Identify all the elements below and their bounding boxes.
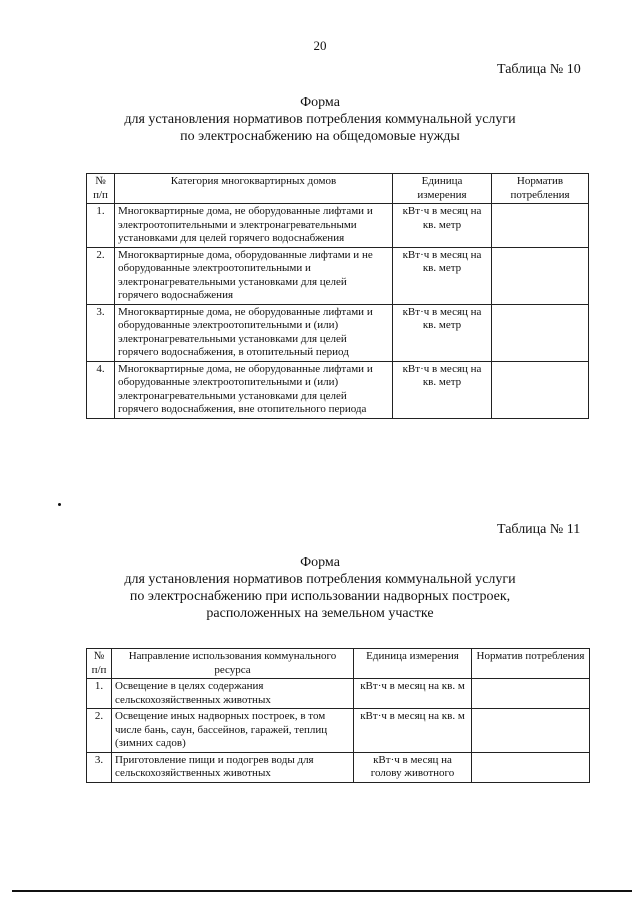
row-num: 4. [87, 361, 115, 418]
table-10-subtitle-line-2: по электроснабжению на общедомовые нужды [180, 129, 460, 144]
table-11-label: Таблица № 11 [497, 522, 581, 537]
row-category: Многоквартирные дома, не оборудованные лифтами и электроотопительными и электронагревательными установками для целей горячего водоснабжения [115, 204, 393, 248]
table-11-subtitle-line-2: по электроснабжению при использовании надворных построек, [129, 589, 511, 604]
row-unit: кВт·ч в месяц на кв. м [354, 709, 472, 753]
bottom-rule [12, 890, 632, 892]
table-10-label: Таблица № 10 [497, 62, 581, 77]
row-num: 3. [87, 752, 112, 782]
table-row [87, 679, 590, 709]
table-11-header-row [87, 649, 590, 679]
row-norm [472, 679, 590, 709]
table-10-form-title: Форма [300, 95, 340, 110]
row-unit: кВт·ч в месяц на кв. метр [393, 304, 492, 361]
table-row [87, 247, 589, 304]
row-category: Многоквартирные дома, не оборудованные лифтами и оборудованные электроотопительными и (или) электронагревательными установками для целей горячего водоснабжения, вне отопительного периода [115, 361, 393, 418]
table-11-subtitle-line-3: расположенных на земельном участке [206, 606, 434, 621]
header-direction: Направление использования коммунального ресурса [112, 649, 354, 679]
table-11-subtitle-line-1: для установления нормативов потребления коммунальной услуги [124, 572, 516, 587]
row-direction: Приготовление пищи и подогрев воды для сельскохозяйственных животных [112, 752, 354, 782]
row-norm [492, 304, 589, 361]
header-num: № п/п [87, 174, 115, 204]
table-row [87, 204, 589, 248]
table-10 [86, 173, 589, 419]
header-norm: Норматив потребления [492, 174, 589, 204]
row-num: 1. [87, 204, 115, 248]
table-row [87, 304, 589, 361]
row-norm [492, 361, 589, 418]
row-norm [472, 752, 590, 782]
table-row [87, 361, 589, 418]
header-norm: Норматив потребления [472, 649, 590, 679]
row-direction: Освещение иных надворных построек, в том числе бань, саун, бассейнов, гаражей, теплиц (зимних садов) [112, 709, 354, 753]
row-num: 3. [87, 304, 115, 361]
table-row [87, 752, 590, 782]
row-num: 1. [87, 679, 112, 709]
row-category: Многоквартирные дома, оборудованные лифтами и не оборудованные электроотопительными и электронагревательными установками для целей горячего водоснабжения [115, 247, 393, 304]
table-10-header-row [87, 174, 589, 204]
row-direction: Освещение в целях содержания сельскохозяйственных животных [112, 679, 354, 709]
stray-mark [58, 503, 61, 506]
page-number: 20 [313, 38, 327, 53]
row-unit: кВт·ч в месяц на голову животного [354, 752, 472, 782]
row-unit: кВт·ч в месяц на кв. метр [393, 247, 492, 304]
row-norm [472, 709, 590, 753]
row-num: 2. [87, 709, 112, 753]
header-category: Категория многоквартирных домов [115, 174, 393, 204]
table-11 [86, 648, 590, 783]
row-norm [492, 204, 589, 248]
row-unit: кВт·ч в месяц на кв. метр [393, 361, 492, 418]
header-num: № п/п [87, 649, 112, 679]
table-row [87, 709, 590, 753]
table-10-subtitle-line-1: для установления нормативов потребления коммунальной услуги [124, 112, 516, 127]
row-unit: кВт·ч в месяц на кв. метр [393, 204, 492, 248]
header-unit: Единица измерения [393, 174, 492, 204]
header-unit: Единица измерения [354, 649, 472, 679]
table-11-form-title: Форма [300, 555, 340, 570]
row-category: Многоквартирные дома, не оборудованные лифтами и оборудованные электроотопительными и (или) электронагревательными установками для целей горячего водоснабжения, в отопительный период [115, 304, 393, 361]
row-norm [492, 247, 589, 304]
row-unit: кВт·ч в месяц на кв. м [354, 679, 472, 709]
row-num: 2. [87, 247, 115, 304]
